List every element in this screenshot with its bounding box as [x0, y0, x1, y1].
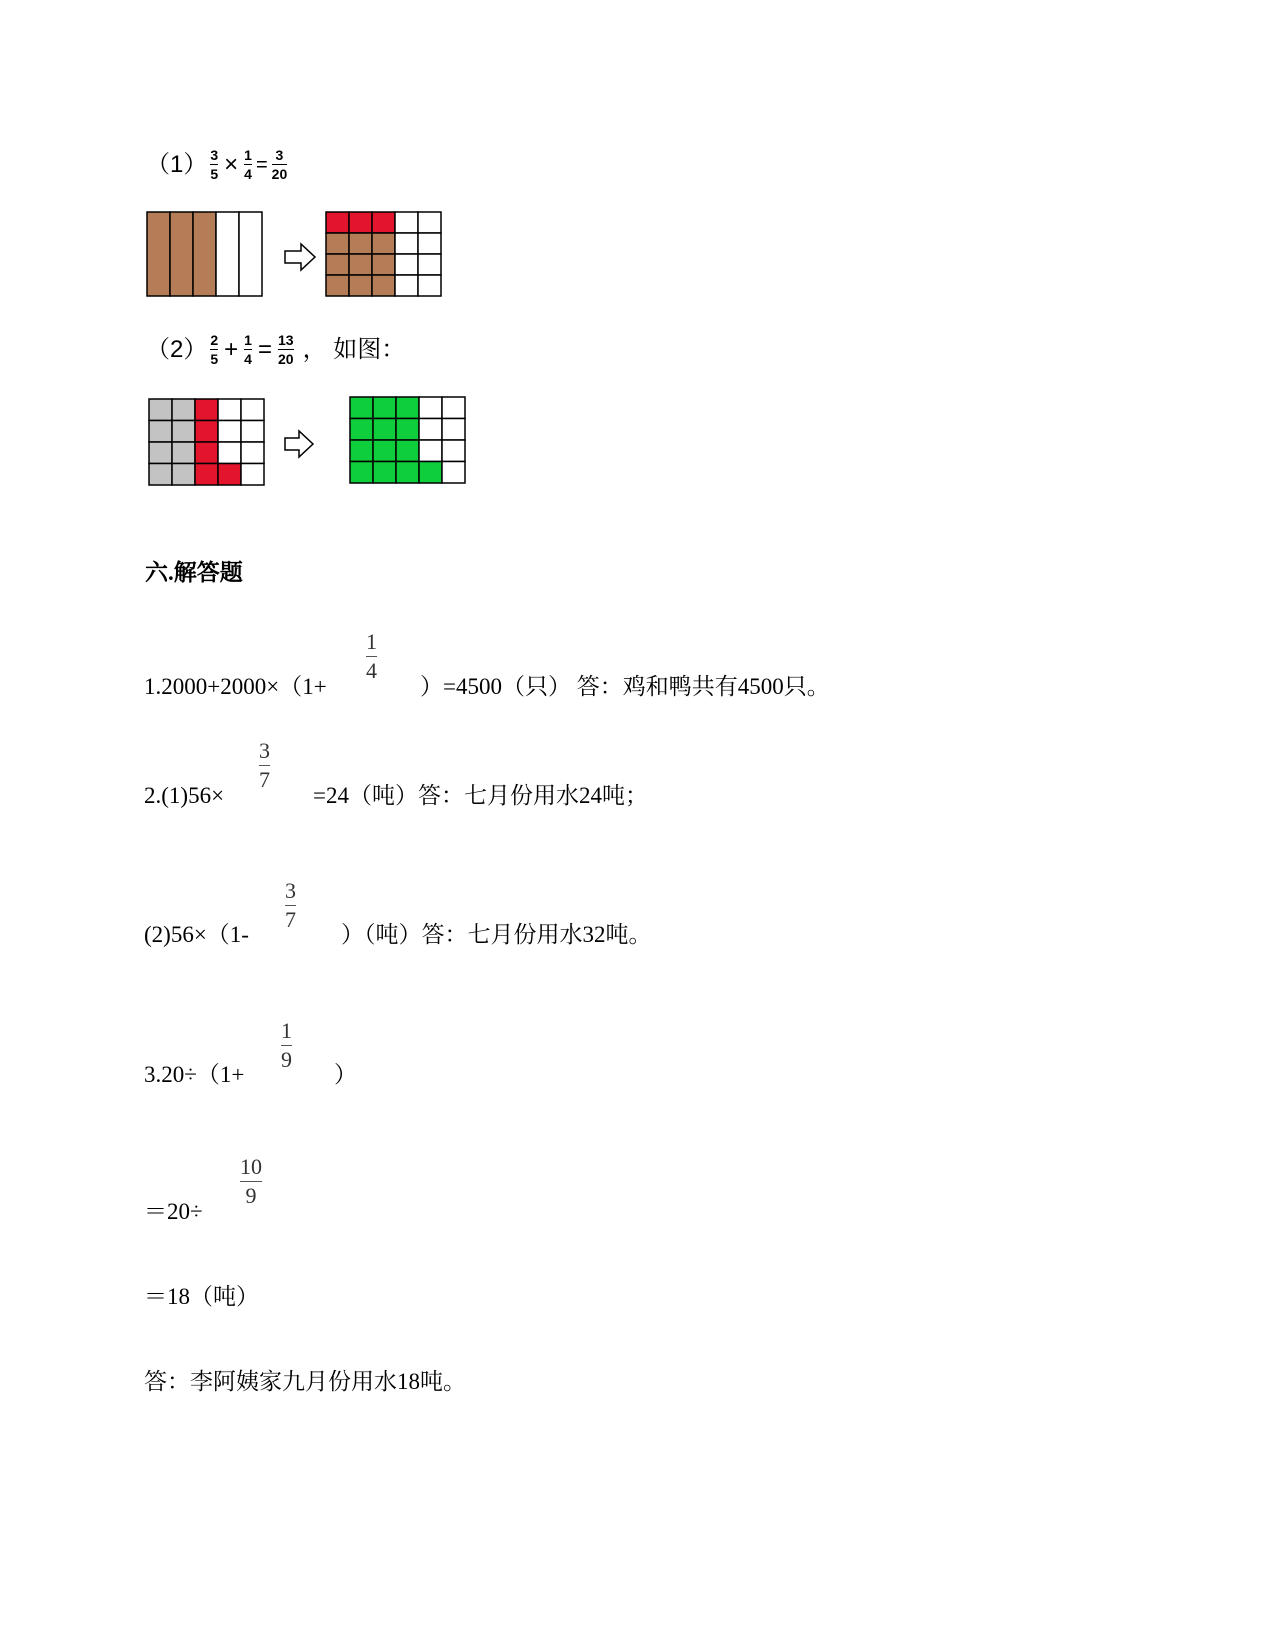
- section-title: 六.解答题: [145, 560, 243, 585]
- grid-cell: [373, 419, 396, 441]
- q2-grid-left: [149, 399, 264, 485]
- answer-1-post: ）=4500（只） 答：鸡和鸭共有4500只。: [420, 674, 830, 699]
- grid-cell: [419, 440, 442, 462]
- grid-cell: [172, 442, 195, 464]
- grid-cell: [350, 440, 373, 462]
- q1-fraction-a: 3 5: [210, 147, 219, 182]
- grid-cell: [349, 254, 372, 275]
- grid-cell: [372, 254, 395, 275]
- grid-cell: [418, 254, 441, 275]
- grid-cell: [195, 421, 218, 443]
- q2-fraction-result: 13 20: [277, 332, 294, 367]
- answer-1-pre: 1.2000+2000×（1+: [144, 674, 327, 699]
- q2-equation: [146, 333, 405, 366]
- answer-3-pre: (2)56×（1-: [144, 922, 249, 947]
- grid-cell: [349, 212, 372, 233]
- q1-operator: ×: [224, 150, 239, 178]
- grid-cell: [172, 399, 195, 421]
- grid-cell: [395, 254, 418, 275]
- q1-label: （1）: [146, 150, 208, 178]
- grid-cell: [241, 464, 264, 486]
- grid-cell: [149, 399, 172, 421]
- grid-cell: [418, 275, 441, 296]
- q1-equation: [146, 148, 290, 181]
- q2-grid-right: [350, 397, 465, 483]
- grid-cell: [372, 233, 395, 254]
- grid-cell: [241, 421, 264, 443]
- q2-fraction-a: 2 5: [210, 332, 219, 367]
- grid-cell: [418, 212, 441, 233]
- grid-cell: [326, 275, 349, 296]
- q2-fraction-b: 1 4: [244, 332, 252, 367]
- grid-cell: [326, 254, 349, 275]
- grid-cell: [396, 419, 419, 441]
- grid-cell: [149, 442, 172, 464]
- grid-cell: [241, 399, 264, 421]
- grid-cell: [218, 442, 241, 464]
- answer-4-pre: 3.20÷（1+: [144, 1062, 245, 1087]
- answer-7: 答：李阿姨家九月份用水18吨。: [144, 1369, 466, 1394]
- answer-3-fraction: 3 7: [285, 878, 296, 932]
- grid-cell: [149, 464, 172, 486]
- q1-equals: =: [255, 153, 268, 176]
- answer-2-pre: 2.(1)56×: [144, 783, 225, 808]
- grid-cell: [373, 462, 396, 484]
- grid-cell: [349, 275, 372, 296]
- q2-equals: =: [257, 335, 272, 363]
- grid-cell: [218, 399, 241, 421]
- grid-cell: [442, 440, 465, 462]
- answer-2-fraction: 3 7: [259, 738, 270, 792]
- answer-2-post: =24（吨）答：七月份用水24吨；: [313, 783, 648, 808]
- grid-cell: [395, 275, 418, 296]
- grid-cell: [373, 397, 396, 419]
- grid-cell: [442, 397, 465, 419]
- grid-cell: [419, 462, 442, 484]
- grid-cell: [419, 397, 442, 419]
- right-outline-arrow-icon: [285, 431, 313, 457]
- grid-cell: [239, 212, 262, 296]
- grid-cell: [147, 212, 170, 296]
- grid-cell: [396, 397, 419, 419]
- grid-cell: [349, 233, 372, 254]
- grid-cell: [218, 464, 241, 486]
- answer-1-fraction: 1 4: [366, 629, 377, 683]
- answer-3-post: ）（吨）答：七月份用水32吨。: [341, 922, 652, 947]
- grid-cell: [395, 233, 418, 254]
- q1-fraction-b: 1 4: [244, 147, 252, 182]
- grid-cell: [396, 440, 419, 462]
- grid-cell: [172, 421, 195, 443]
- grid-cell: [372, 212, 395, 233]
- q1-fraction-result: 3 20: [271, 147, 288, 182]
- q1-diagram: [145, 209, 455, 309]
- grid-cell: [419, 419, 442, 441]
- grid-cell: [241, 442, 264, 464]
- q2-operator: +: [224, 335, 239, 363]
- grid-cell: [216, 212, 239, 296]
- q2-label: （2）: [146, 335, 208, 363]
- q1-grid-right: [326, 212, 441, 296]
- grid-cell: [350, 397, 373, 419]
- grid-cell: [193, 212, 216, 296]
- grid-cell: [442, 462, 465, 484]
- grid-cell: [350, 419, 373, 441]
- grid-cell: [395, 212, 418, 233]
- grid-cell: [326, 233, 349, 254]
- answer-6: ＝18（吨）: [144, 1284, 259, 1309]
- grid-cell: [195, 442, 218, 464]
- answer-5-pre: ＝20÷: [144, 1199, 203, 1224]
- q2-diagram: [147, 396, 477, 491]
- grid-cell: [149, 421, 172, 443]
- grid-cell: [373, 440, 396, 462]
- answer-4-fraction: 1 9: [281, 1018, 292, 1072]
- grid-cell: [218, 421, 241, 443]
- grid-cell: [172, 464, 195, 486]
- answer-5-fraction: 10 9: [240, 1154, 262, 1208]
- grid-cell: [350, 462, 373, 484]
- q1-grid-left: [147, 212, 262, 296]
- answer-4-post: ）: [334, 1062, 357, 1087]
- grid-cell: [326, 212, 349, 233]
- q2-suffix: ， 如图：: [302, 335, 406, 363]
- grid-cell: [195, 399, 218, 421]
- grid-cell: [372, 275, 395, 296]
- grid-cell: [418, 233, 441, 254]
- right-outline-arrow-icon: [285, 244, 315, 270]
- grid-cell: [442, 419, 465, 441]
- grid-cell: [170, 212, 193, 296]
- grid-cell: [195, 464, 218, 486]
- grid-cell: [396, 462, 419, 484]
